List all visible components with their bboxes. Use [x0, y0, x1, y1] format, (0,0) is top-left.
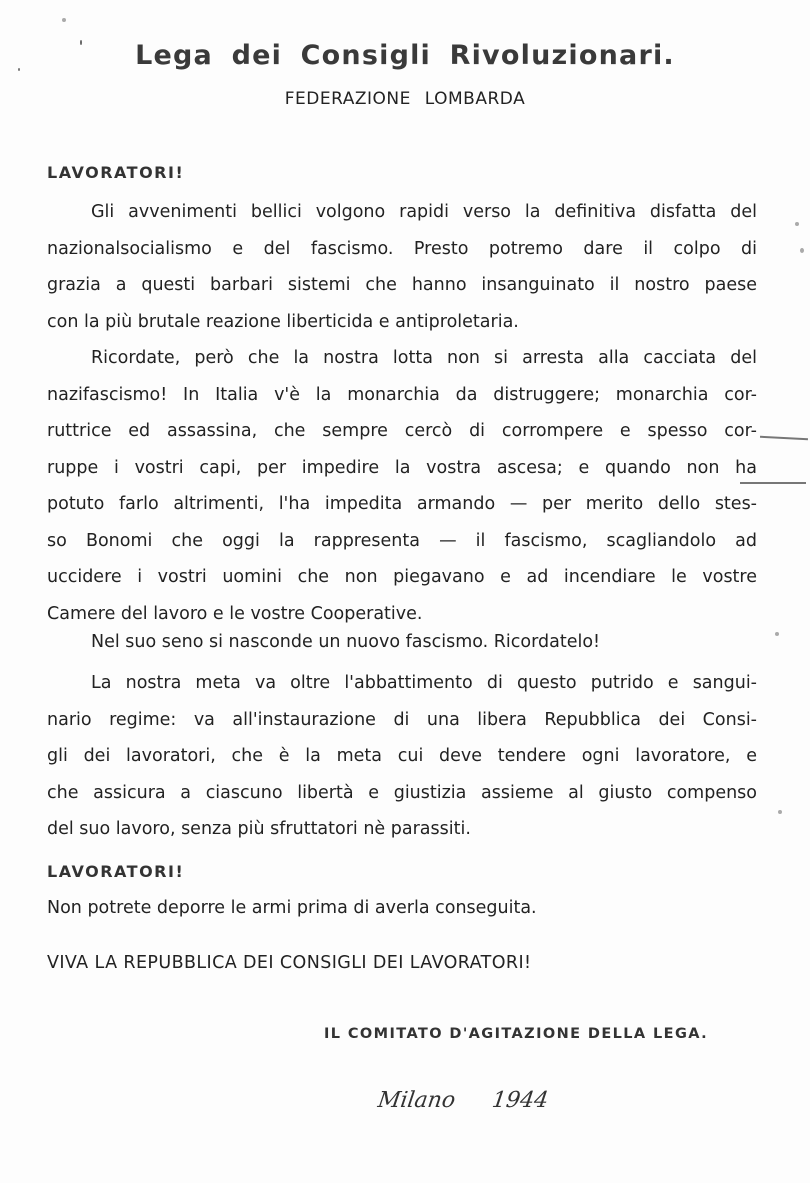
paragraph-5: Non potrete deporre le armi prima di averla conseguita. — [47, 898, 537, 918]
paragraph-line: ruppe i vostri capi, per impedire la vostra ascesa; e quando non ha — [47, 457, 757, 478]
paragraph-line: Gli avvenimenti bellici volgono rapidi verso la definitiva disfatta del — [91, 202, 757, 222]
paragraph-line: potuto farlo altrimenti, l'ha impedita armando — per merito dello stes- — [47, 494, 757, 514]
paragraph-line: nazionalsocialismo e del fascismo. Presto potremo dare il colpo di — [47, 238, 757, 259]
paragraph-line: con la più brutale reazione liberticida e antiproletaria. — [47, 311, 519, 332]
paper-speck — [775, 632, 779, 636]
signature: IL COMITATO D'AGITAZIONE DELLA LEGA. — [324, 1026, 709, 1042]
paragraph-line: uccidere i vostri uomini che non piegavano e ad incendiare le vostre — [47, 567, 757, 587]
paragraph-line: nario regime: va all'instaurazione di una libera Repubblica dei Consi- — [47, 709, 757, 730]
paragraph-4 — [47, 665, 757, 848]
paper-speck — [800, 248, 804, 253]
handwritten-annotation — [376, 1088, 550, 1113]
paragraph-line: Ricordate, però che la nostra lotta non si arresta alla cacciata del — [91, 348, 757, 368]
paper-speck — [62, 18, 66, 22]
paragraph-line: so Bonomi che oggi la rappresenta — il fascismo, scagliandolo ad — [47, 530, 757, 551]
paragraph-line: grazia a questi barbari sistemi che hanno insanguinato il nostro paese — [47, 275, 757, 295]
paragraph-line: ruttrice ed assassina, che sempre cercò di corrompere e spesso cor- — [47, 421, 757, 441]
paper-speck — [795, 222, 799, 226]
paragraph-1 — [47, 194, 757, 340]
pencil-stroke — [760, 436, 808, 440]
paper-speck — [778, 810, 782, 814]
document-title: Lega dei Consigli Rivoluzionari. — [135, 40, 675, 71]
paragraph-line: che assicura a ciascuno libertà e giustizia assieme al giusto compenso — [47, 782, 757, 803]
document-subtitle: FEDERAZIONE LOMBARDA — [284, 89, 526, 109]
paragraph-3: Nel suo seno si nasconde un nuovo fascismo. Ricordatelo! — [91, 632, 601, 652]
section-heading-2: LAVORATORI! — [47, 862, 185, 881]
handwritten-year: 1944 — [490, 1088, 550, 1113]
slogan: VIVA LA REPUBBLICA DEI CONSIGLI DEI LAVORATORI! — [47, 953, 532, 973]
paragraph-line: La nostra meta va oltre l'abbattimento di questo putrido e sangui- — [91, 673, 757, 693]
paragraph-2 — [47, 340, 757, 632]
paragraph-line: gli dei lavoratori, che è la meta cui deve tendere ogni lavoratore, e — [47, 746, 757, 766]
paragraph-line: nazifascismo! In Italia v'è la monarchia da distruggere; monarchia cor- — [47, 384, 757, 405]
paragraph-line: Camere del lavoro e le vostre Cooperative. — [47, 603, 423, 624]
paragraph-line: del suo lavoro, senza più sfruttatori nè parassiti. — [47, 819, 471, 839]
section-heading-1: LAVORATORI! — [47, 163, 185, 182]
handwritten-place: Milano — [376, 1088, 457, 1113]
